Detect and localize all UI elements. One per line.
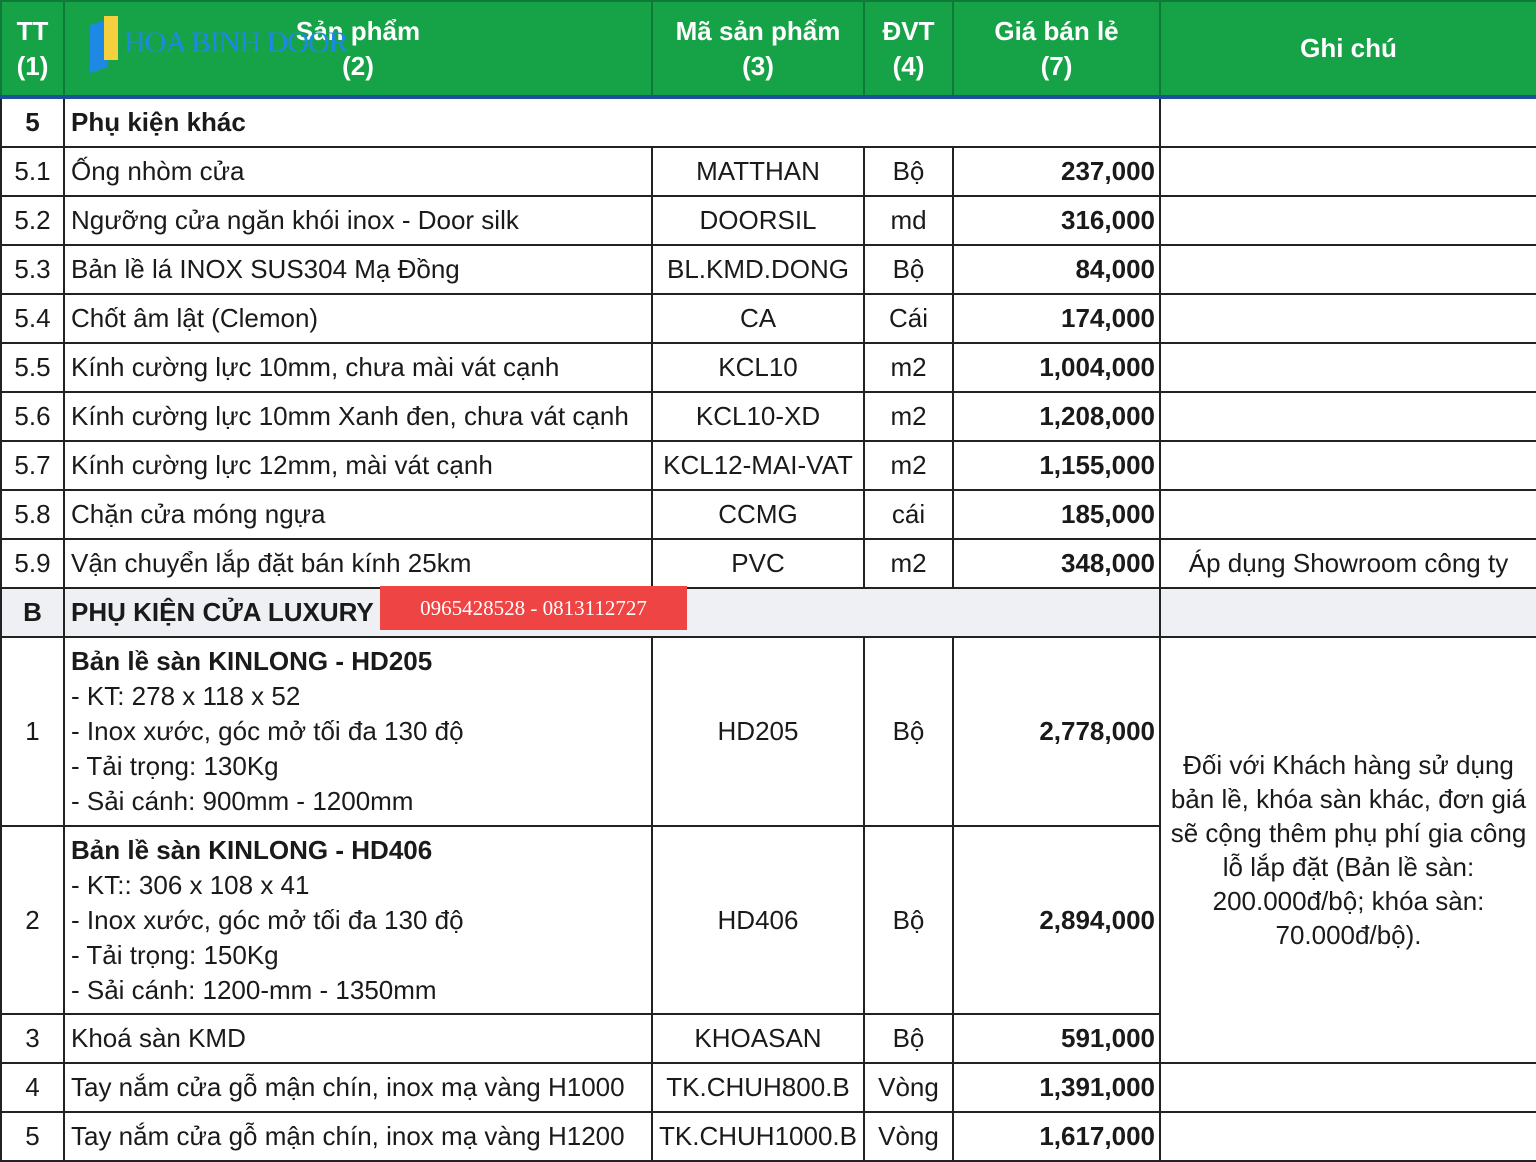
product-spec: - Tải trọng: 130Kg xyxy=(71,751,279,781)
row-tt: 1 xyxy=(1,637,64,826)
note-line: 200.000đ/bộ; khóa sàn: xyxy=(1212,886,1485,916)
row-code: MATTHAN xyxy=(652,147,864,196)
row-price: 174,000 xyxy=(953,294,1160,343)
row-tt: 5.6 xyxy=(1,392,64,441)
row-code: CCMG xyxy=(652,490,864,539)
row-price: 237,000 xyxy=(953,147,1160,196)
row-tt: 5.8 xyxy=(1,490,64,539)
company-logo xyxy=(90,12,348,74)
row-note xyxy=(1160,343,1536,392)
row-price: 1,155,000 xyxy=(953,441,1160,490)
note-line: lỗ lắp đặt (Bản lề sàn: xyxy=(1222,852,1475,882)
row-tt: 5.2 xyxy=(1,196,64,245)
row-unit: Cái xyxy=(864,294,953,343)
row-tt: 5.3 xyxy=(1,245,64,294)
row-unit: Vòng xyxy=(864,1063,953,1112)
row-unit: Vòng xyxy=(864,1112,953,1161)
section-tt: B xyxy=(1,588,64,637)
row-code: KCL10 xyxy=(652,343,864,392)
row-note xyxy=(1160,637,1536,1063)
table-row xyxy=(1,245,1536,294)
product-spec: - Tải trọng: 150Kg xyxy=(71,939,279,970)
row-price: 2,894,000 xyxy=(953,826,1160,1014)
note-line: 70.000đ/bộ). xyxy=(1275,920,1422,950)
logo-icon xyxy=(90,12,120,74)
section-title: Phụ kiện khác xyxy=(64,97,1160,147)
row-code: KHOASAN xyxy=(652,1014,864,1063)
row-code: KCL12-MAI-VAT xyxy=(652,441,864,490)
row-unit: Bộ xyxy=(864,1014,953,1063)
row-price: 591,000 xyxy=(953,1014,1160,1063)
row-price: 1,004,000 xyxy=(953,343,1160,392)
row-note: Áp dụng Showroom công ty xyxy=(1160,539,1536,588)
row-tt: 5 xyxy=(1,1112,64,1161)
section-note xyxy=(1160,588,1536,637)
section-tt: 5 xyxy=(1,97,64,147)
row-unit: Bộ xyxy=(864,826,953,1014)
product-spec: - Inox xước, góc mở tối đa 130 độ xyxy=(71,716,464,746)
row-code: TK.CHUH800.B xyxy=(652,1063,864,1112)
product-spec: - KT:: 306 x 108 x 41 xyxy=(71,869,310,900)
header-unit: ĐVT (4) xyxy=(864,1,953,97)
row-price: 2,778,000 xyxy=(953,637,1160,826)
row-note xyxy=(1160,196,1536,245)
table-row xyxy=(1,539,1536,588)
row-price: 84,000 xyxy=(953,245,1160,294)
row-tt: 5.5 xyxy=(1,343,64,392)
row-product: Chốt âm lật (Clemon) xyxy=(64,294,652,343)
row-note xyxy=(1160,1112,1536,1161)
row-product xyxy=(64,826,652,1014)
section-row-5 xyxy=(1,97,1536,147)
row-unit: Bộ xyxy=(864,637,953,826)
row-note xyxy=(1160,441,1536,490)
row-tt: 5.1 xyxy=(1,147,64,196)
row-note xyxy=(1160,1063,1536,1112)
header-tt: TT (1) xyxy=(1,1,64,97)
header-code: Mã sản phẩm (3) xyxy=(652,1,864,97)
row-code: KCL10-XD xyxy=(652,392,864,441)
product-spec: - KT: 278 x 118 x 52 xyxy=(71,681,301,711)
row-unit: Bộ xyxy=(864,147,953,196)
table-row xyxy=(1,196,1536,245)
table-row xyxy=(1,490,1536,539)
table-row xyxy=(1,392,1536,441)
row-code: HD406 xyxy=(652,826,864,1014)
row-note xyxy=(1160,147,1536,196)
row-price: 348,000 xyxy=(953,539,1160,588)
section-note xyxy=(1160,97,1536,147)
header-product: Sản phẩm (2) xyxy=(64,1,652,97)
table-row xyxy=(1,147,1536,196)
row-unit: m2 xyxy=(864,539,953,588)
table-row xyxy=(1,441,1536,490)
row-product xyxy=(64,637,652,826)
row-code: BL.KMD.DONG xyxy=(652,245,864,294)
row-note xyxy=(1160,294,1536,343)
row-tt: 5.7 xyxy=(1,441,64,490)
row-product: Vận chuyển lắp đặt bán kính 25km xyxy=(64,539,652,588)
row-tt: 2 xyxy=(1,826,64,1014)
table-row xyxy=(1,637,1536,826)
header-note: Ghi chú xyxy=(1160,1,1536,97)
row-unit: m2 xyxy=(864,343,953,392)
table-row xyxy=(1,343,1536,392)
note-line: bản lề, khóa sàn khác, đơn giá xyxy=(1170,784,1527,814)
section-row-b xyxy=(1,588,1536,637)
row-price: 1,391,000 xyxy=(953,1063,1160,1112)
logo-text: HOA BINH DOOR xyxy=(124,26,348,59)
row-product: Tay nắm cửa gỗ mận chín, inox mạ vàng H1000 xyxy=(64,1063,652,1112)
row-product: Chặn cửa móng ngựa xyxy=(64,490,652,539)
row-product: Ống nhòm cửa xyxy=(64,147,652,196)
phone-banner: 0965428528 - 0813112727 xyxy=(380,586,687,630)
product-spec: - Inox xước, góc mở tối đa 130 độ xyxy=(71,904,464,935)
row-price: 1,617,000 xyxy=(953,1112,1160,1161)
row-code: CA xyxy=(652,294,864,343)
note-line: Đối với Khách hàng sử dụng xyxy=(1183,750,1514,780)
product-spec: - Sải cánh: 900mm - 1200mm xyxy=(71,786,414,816)
product-name: Bản lề sàn KINLONG - HD406 xyxy=(71,834,433,865)
row-product: Kính cường lực 10mm Xanh đen, chưa vát cạnh xyxy=(64,392,652,441)
row-product: Khoá sàn KMD xyxy=(64,1014,652,1063)
row-product: Kính cường lực 12mm, mài vát cạnh xyxy=(64,441,652,490)
row-note xyxy=(1160,245,1536,294)
row-code: DOORSIL xyxy=(652,196,864,245)
row-unit: m2 xyxy=(864,441,953,490)
table-row xyxy=(1,294,1536,343)
table-row xyxy=(1,1112,1536,1161)
row-price: 1,208,000 xyxy=(953,392,1160,441)
row-unit: Bộ xyxy=(864,245,953,294)
note-line: sẽ cộng thêm phụ phí gia công xyxy=(1170,818,1527,848)
section-title: PHỤ KIỆN CỬA LUXURY xyxy=(64,588,1160,637)
row-product: Bản lề lá INOX SUS304 Mạ Đồng xyxy=(64,245,652,294)
row-note xyxy=(1160,490,1536,539)
row-product: Kính cường lực 10mm, chưa mài vát cạnh xyxy=(64,343,652,392)
row-note xyxy=(1160,392,1536,441)
header-price: Giá bán lẻ (7) xyxy=(953,1,1160,97)
row-unit: cái xyxy=(864,490,953,539)
row-unit: md xyxy=(864,196,953,245)
row-tt: 5.9 xyxy=(1,539,64,588)
row-price: 185,000 xyxy=(953,490,1160,539)
row-unit: m2 xyxy=(864,392,953,441)
product-spec: - Sải cánh: 1200-mm - 1350mm xyxy=(71,974,437,1005)
row-code: HD205 xyxy=(652,637,864,826)
product-name: Bản lề sàn KINLONG - HD205 xyxy=(71,646,433,676)
row-product: Ngưỡng cửa ngăn khói inox - Door silk xyxy=(64,196,652,245)
row-tt: 4 xyxy=(1,1063,64,1112)
table-row xyxy=(1,1063,1536,1112)
row-code: TK.CHUH1000.B xyxy=(652,1112,864,1161)
row-code: PVC xyxy=(652,539,864,588)
row-price: 316,000 xyxy=(953,196,1160,245)
row-product: Tay nắm cửa gỗ mận chín, inox mạ vàng H1200 xyxy=(64,1112,652,1161)
row-tt: 5.4 xyxy=(1,294,64,343)
row-tt: 3 xyxy=(1,1014,64,1063)
